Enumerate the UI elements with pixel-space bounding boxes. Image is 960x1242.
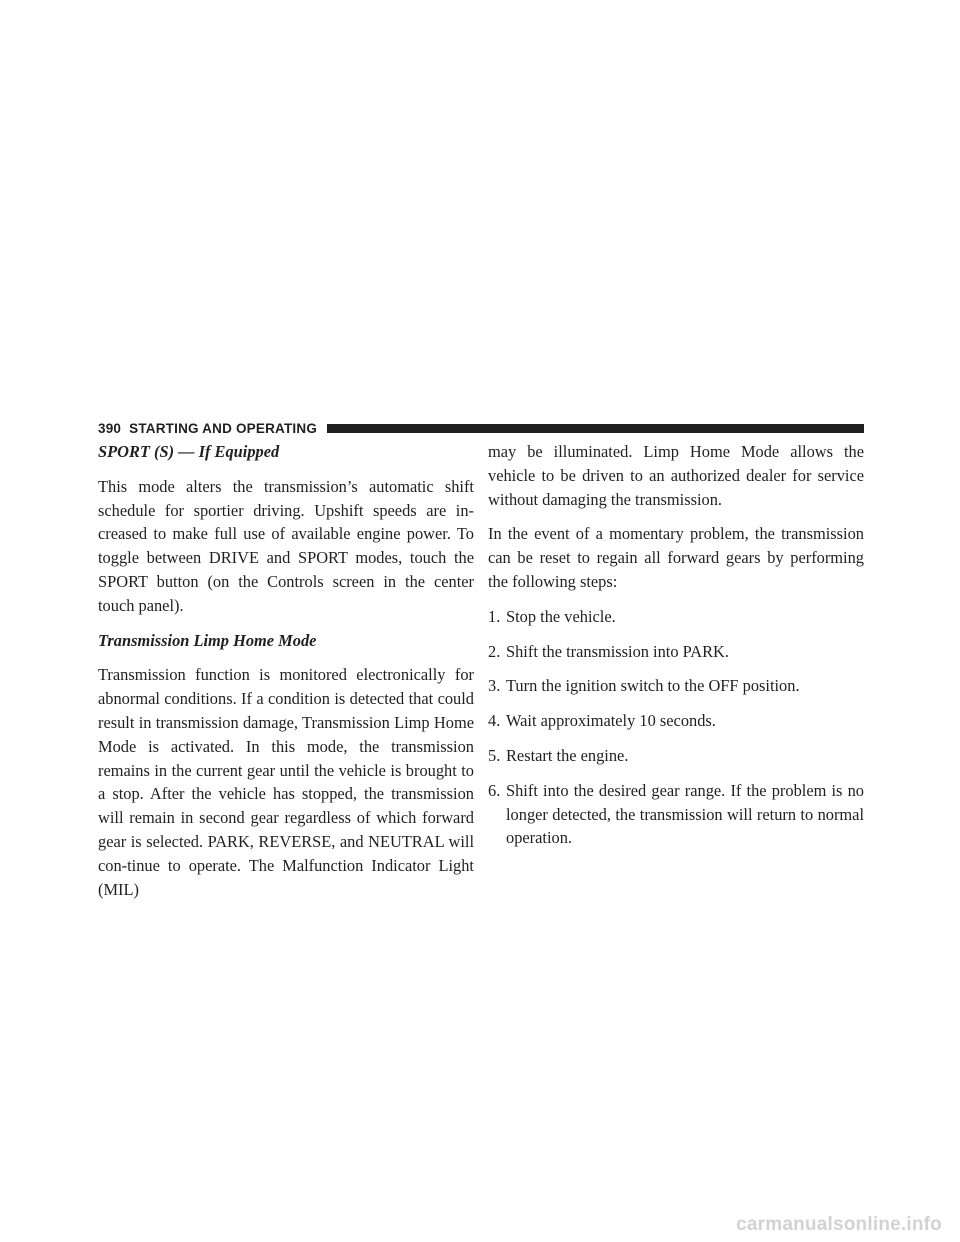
watermark: carmanualsonline.info [736, 1214, 942, 1235]
right-column [488, 440, 864, 861]
list-item [488, 605, 864, 629]
step-number: 1. [488, 606, 501, 626]
list-item [488, 640, 864, 664]
step-number: 2. [488, 641, 501, 661]
step-text: Stop the vehicle. [506, 606, 616, 626]
list-item [488, 709, 864, 733]
step-text: Shift the transmission into PARK. [506, 641, 729, 661]
step-number: 5. [488, 745, 501, 765]
step-text: Wait approximately 10 seconds. [506, 711, 716, 731]
page-number: 390 [98, 420, 122, 436]
section-title: STARTING AND OPERATING [129, 420, 318, 436]
step-text: Shift into the desired gear range. If the problem is no longer detected, the transmission will return to normal operation. [506, 780, 864, 848]
step-number: 3. [488, 676, 501, 696]
limp-home-paragraph: Transmission function is monitored electronically for abnormal conditions. If a condition is detected that could result in transmission damage, Transmission Limp Home Mode is activated. In this mode, the transmission remains in the current gear until the vehicle is brought to a stop. After the vehicle has stopped, the transmission will remain in second gear regardless of which forward gear is selected. PARK, REVERSE, and NEUTRAL will con-tinue to operate. The Malfunction Indicator Light (MIL) [98, 665, 474, 899]
list-item [488, 744, 864, 768]
step-number: 6. [488, 780, 501, 800]
heading-limp-home-mode: Transmission Limp Home Mode [98, 630, 317, 650]
heading-sport-mode: SPORT (S) — If Equipped [98, 442, 280, 461]
sport-mode-paragraph: This mode alters the transmission’s automatic shift schedule for sportier driving. Upshift speeds are in-creased to make full use of available engine power. To toggle between DRIVE and SPORT modes, touch the SPORT button (on the Controls screen in the center touch panel). [98, 476, 474, 615]
step-number: 4. [488, 711, 501, 731]
left-column [98, 440, 474, 912]
step-text: Restart the engine. [506, 745, 629, 765]
reset-steps-list [488, 605, 864, 850]
page-header [98, 418, 864, 438]
step-text: Turn the ignition switch to the OFF position. [506, 676, 800, 696]
header-rule [327, 424, 864, 433]
list-item [488, 674, 864, 698]
list-item [488, 779, 864, 850]
reset-intro-paragraph: In the event of a momentary problem, the transmission can be reset to regain all forward gears by performing the following steps: [488, 524, 864, 591]
continued-paragraph: may be illuminated. Limp Home Mode allows the vehicle to be driven to an authorized dealer for service without damaging the transmission. [488, 442, 864, 509]
